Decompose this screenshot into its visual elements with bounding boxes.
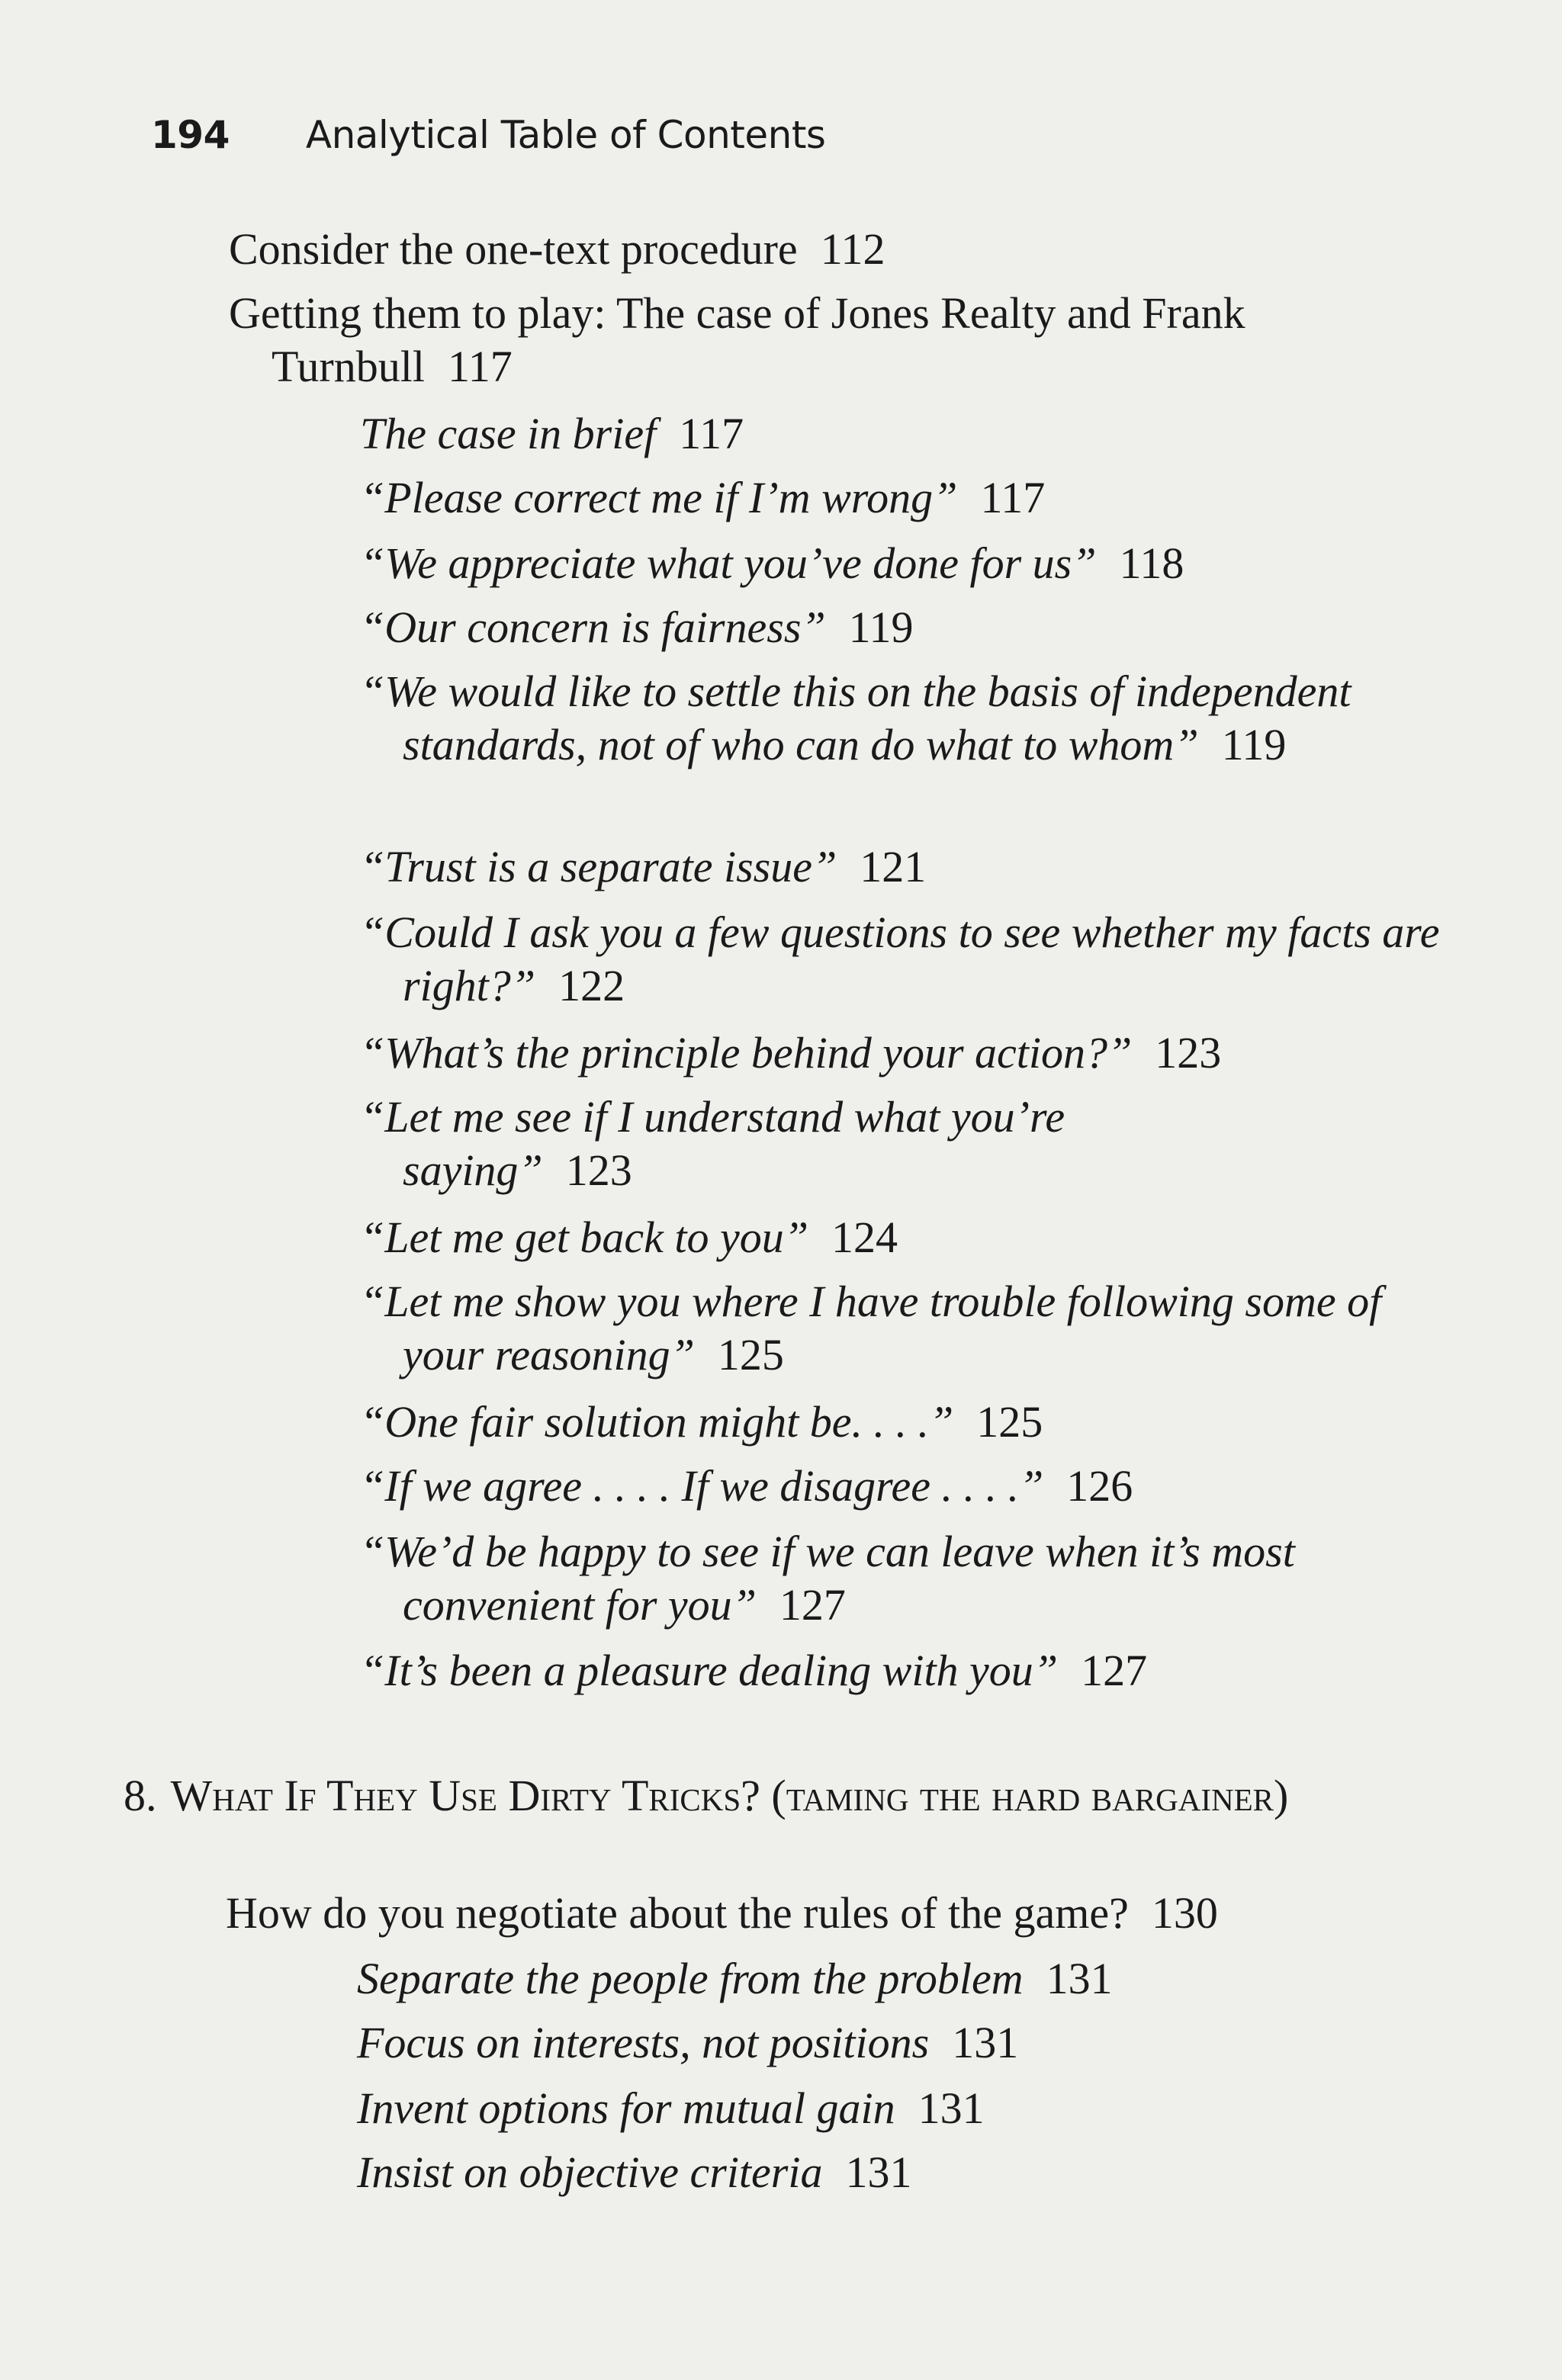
toc-subentry-text: “We’d be happy to see if we can leave when it’s most convenient for you”: [360, 1527, 1295, 1630]
toc-entry: [229, 223, 1492, 276]
toc-subentry-page: 119: [1221, 720, 1287, 769]
toc-subentry: [360, 1525, 1364, 1632]
toc-subentry-text: “We would like to settle this on the basis of independent standards, not of who can do what to whom”: [360, 666, 1351, 769]
toc-subentry-text: Invent options for mutual gain: [357, 2083, 895, 2133]
toc-subentry-text: “What’s the principle behind your action?”: [360, 1028, 1133, 1078]
toc-subentry-text: “We appreciate what you’ve done for us”: [360, 538, 1097, 588]
toc-subentry-text: “If we agree . . . . If we disagree . . . .”: [360, 1461, 1044, 1511]
toc-subentry-text: “Our concern is fairness”: [360, 602, 826, 652]
toc-subentry: [360, 1396, 1562, 1449]
running-head: [151, 113, 825, 157]
toc-subentry-page: 131: [918, 2083, 985, 2133]
toc-subentry: [360, 840, 1562, 894]
toc-subentry: [360, 906, 1463, 1013]
toc-subentry-page: 119: [848, 602, 914, 652]
toc-subentry: [360, 407, 1562, 461]
toc-subentry-text: “Let me see if I understand what you’re saying”: [360, 1092, 1065, 1195]
page-number: 194: [151, 113, 230, 157]
toc-subentry: [360, 1211, 1562, 1264]
toc-entry-text: How do you negotiate about the rules of the game?: [226, 1888, 1129, 1938]
toc-subentry-page: 126: [1066, 1461, 1133, 1511]
toc-entry-text: Consider the one-text procedure: [229, 224, 798, 274]
toc-subentry-page: 123: [565, 1145, 632, 1195]
toc-subentry-page: 131: [952, 2018, 1019, 2067]
chapter-heading: [124, 1769, 1413, 1823]
toc-subentry-page: 125: [717, 1330, 784, 1380]
chapter-title: What If They Use Dirty Tricks? (taming the hard bargainer): [170, 1771, 1289, 1820]
toc-subentry-page: 117: [980, 473, 1046, 522]
toc-subentry: [357, 2016, 1562, 2070]
toc-subentry: [360, 537, 1562, 590]
toc-subentry-text: “One fair solution might be. . . .”: [360, 1397, 954, 1447]
toc-entry-page: 112: [820, 224, 885, 274]
toc-subentry-page: 131: [1046, 1954, 1113, 2003]
toc-subentry-text: Separate the people from the problem: [357, 1954, 1024, 2003]
toc-subentry-text: “Trust is a separate issue”: [360, 842, 837, 891]
toc-subentry: [360, 1460, 1562, 1513]
toc-subentry: [357, 2082, 1562, 2135]
toc-subentry-page: 117: [679, 409, 744, 458]
running-title: Analytical Table of Contents: [305, 113, 826, 157]
toc-subentry-text: Focus on interests, not positions: [357, 2018, 930, 2067]
toc-subentry-page: 122: [558, 961, 625, 1010]
toc-subentry-page: 127: [1081, 1646, 1148, 1695]
toc-subentry: [360, 1275, 1409, 1382]
toc-subentry-text: “Let me show you where I have trouble following some of your reasoning”: [360, 1277, 1382, 1380]
toc-subentry-page: 118: [1119, 538, 1184, 588]
toc-subentry: [357, 2146, 1562, 2199]
toc-subentry: [357, 1952, 1562, 2006]
toc-subentry-text: Insist on objective criteria: [357, 2147, 823, 2197]
toc-subentry-text: “Let me get back to you”: [360, 1212, 808, 1262]
toc-subentry: [360, 1644, 1562, 1697]
toc-entry: [226, 1887, 1489, 1940]
toc-subentry: [360, 601, 1562, 654]
toc-entry-page: 130: [1151, 1888, 1218, 1938]
toc-subentry-page: 125: [976, 1397, 1043, 1447]
toc-subentry-page: 127: [779, 1580, 846, 1630]
toc-subentry-text: “Could I ask you a few questions to see whether my facts are right?”: [360, 907, 1440, 1010]
toc-subentry-page: 131: [845, 2147, 912, 2197]
toc-entry: [229, 287, 1431, 393]
toc-entry-page: 117: [447, 342, 513, 391]
toc-subentry-text: “It’s been a pleasure dealing with you”: [360, 1646, 1059, 1695]
chapter-number: 8.: [124, 1771, 157, 1820]
toc-subentry-page: 121: [860, 842, 927, 891]
toc-subentry-page: 123: [1155, 1028, 1222, 1078]
toc-subentry: [360, 1026, 1562, 1080]
toc-subentry: [360, 665, 1463, 772]
toc-subentry-text: “Please correct me if I’m wrong”: [360, 473, 958, 522]
toc-entry-text: Getting them to play: The case of Jones Realty and Frank Turnbull: [229, 288, 1245, 391]
toc-subentry: [360, 471, 1562, 525]
toc-subentry-page: 124: [831, 1212, 898, 1262]
toc-subentry: [360, 1090, 1242, 1197]
toc-subentry-text: The case in brief: [360, 409, 657, 458]
